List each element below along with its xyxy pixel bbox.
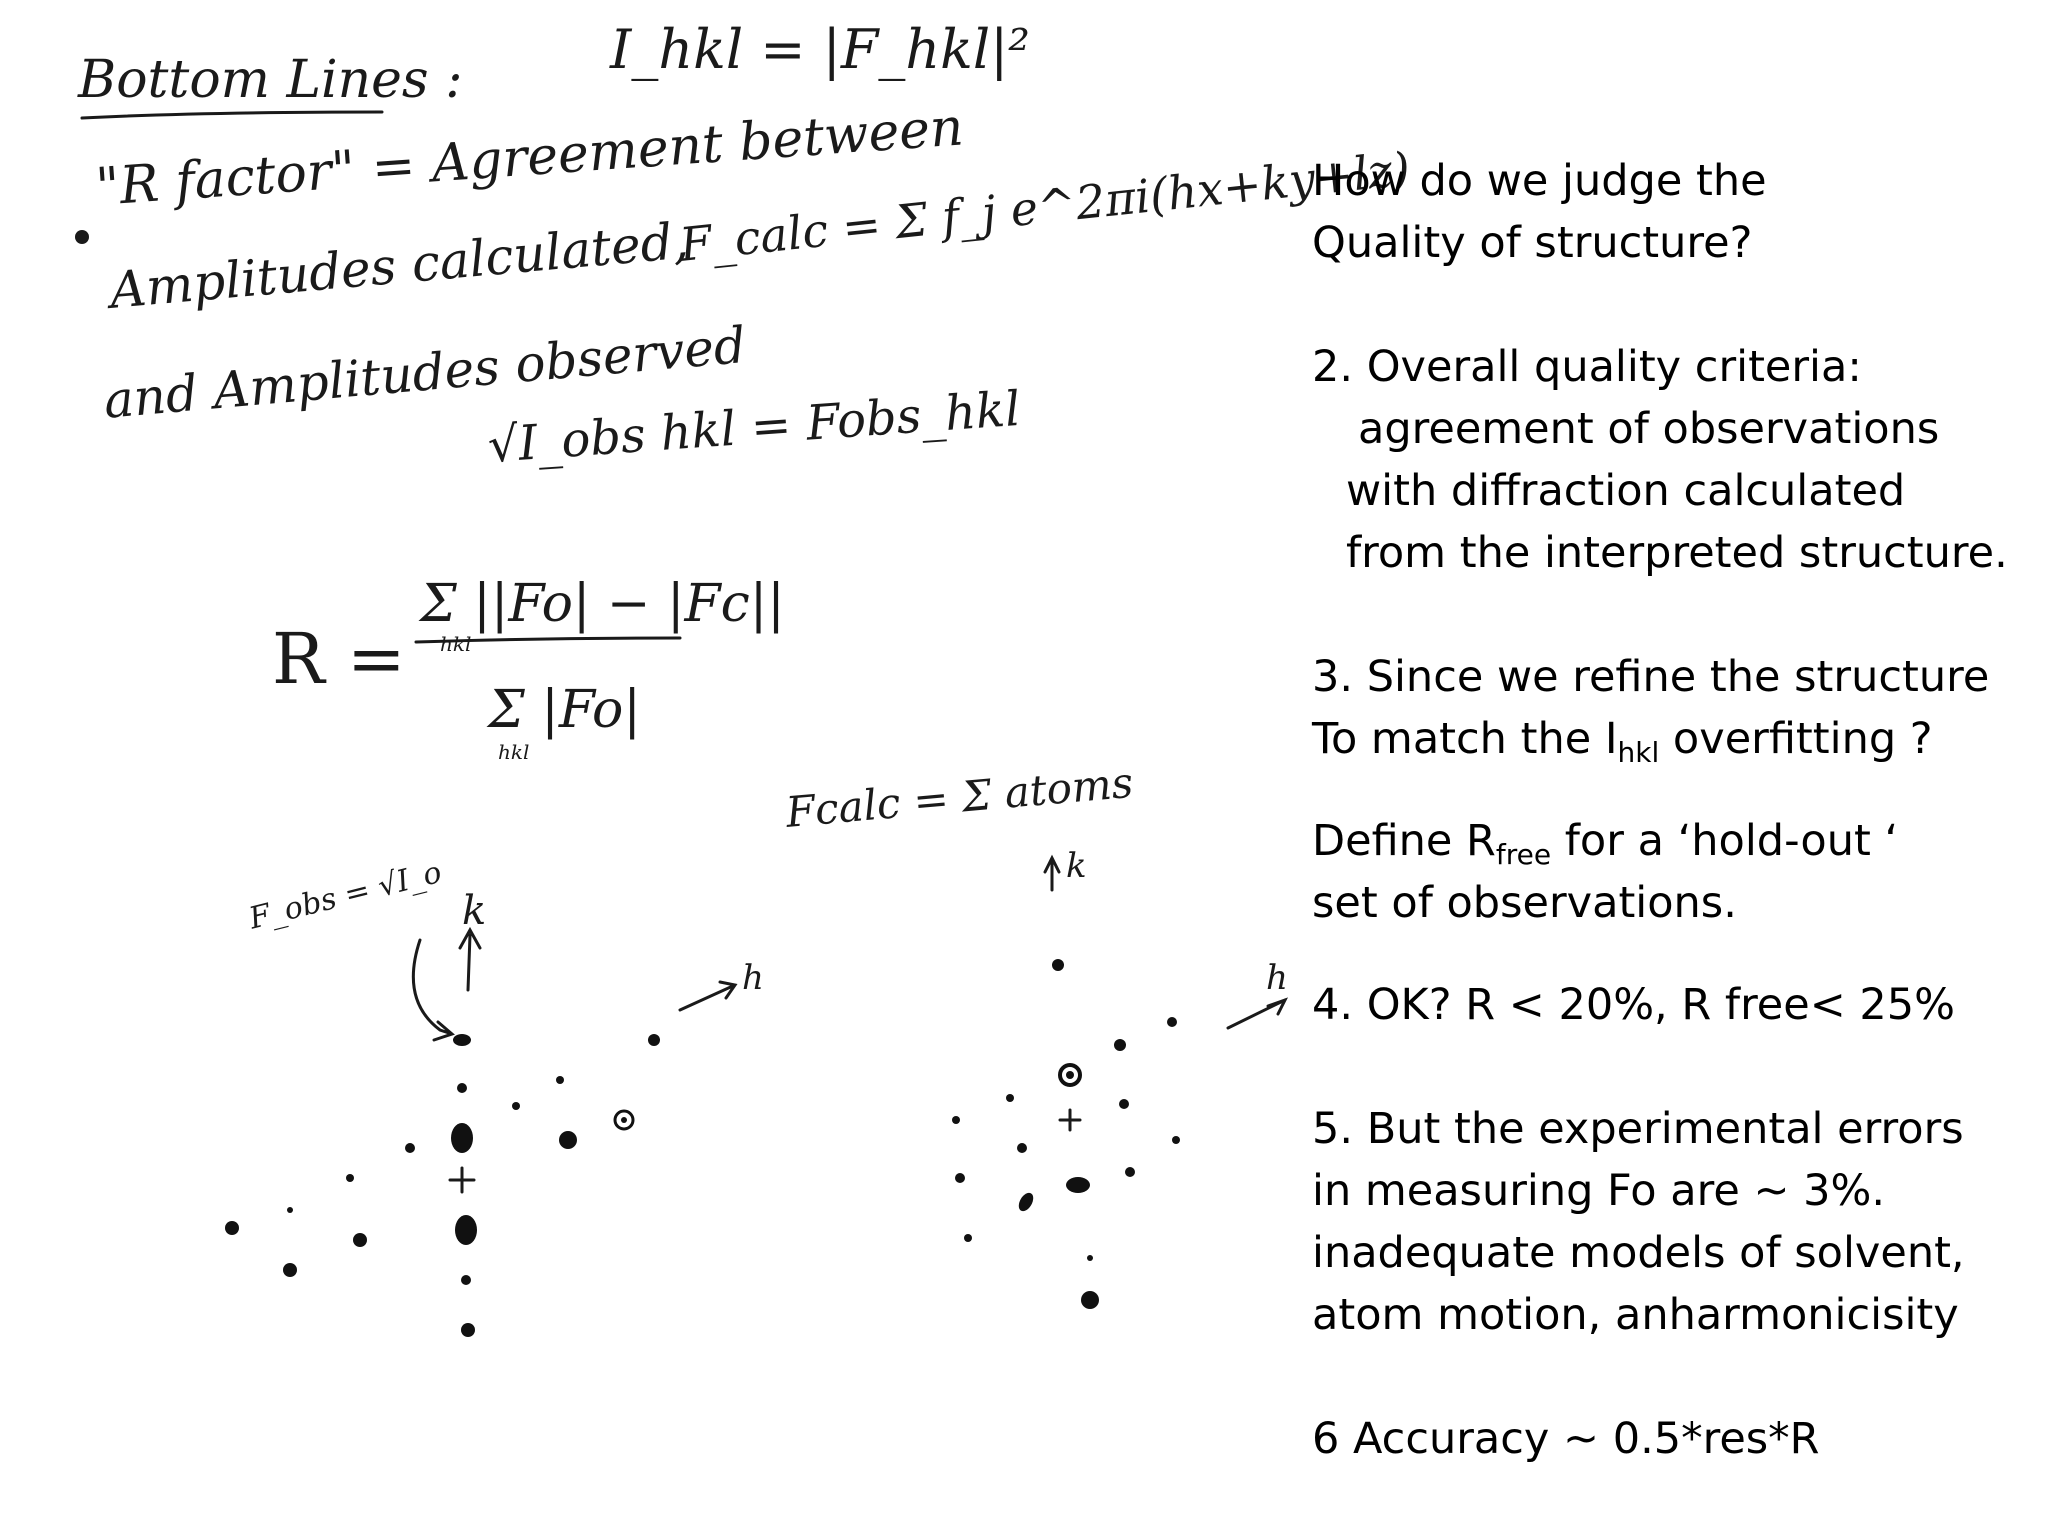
- left-h-label: h: [742, 958, 764, 998]
- question-line-1: How do we judge the: [1312, 156, 1767, 206]
- point-2-line-1: 2. Overall quality criteria:: [1312, 342, 1862, 392]
- point-2-line-2: agreement of observations: [1358, 404, 1940, 454]
- point-2-line-4: from the interpreted structure.: [1346, 528, 2008, 578]
- r-numerator: Σ ||Fo| − |Fc||: [420, 574, 785, 634]
- point-5-line-4: atom motion, anharmonicisity: [1312, 1290, 1959, 1340]
- point-4: 4. OK? R < 20%, R free< 25%: [1312, 980, 1955, 1030]
- r-fraction-bar: [416, 638, 680, 642]
- point-3-line-2: To match the $I_{hkl}$ overfitting ?: [1312, 714, 1933, 769]
- point-5-line-2: in measuring Fo are ~ 3%.: [1312, 1166, 1886, 1216]
- pointer-arrow: [413, 940, 452, 1040]
- fobs-equation: √I_obs hkl = Fobs_hkl: [486, 380, 1023, 474]
- r-label: R =: [272, 618, 406, 700]
- r-denominator: Σ |Fo|: [488, 680, 641, 740]
- left-h-arrow: [680, 982, 735, 1010]
- left-k-arrow: [460, 930, 480, 990]
- right-k-arrow: [1045, 858, 1059, 890]
- point-6: 6 Accuracy ~ 0.5*res*R: [1312, 1414, 1820, 1464]
- right-diffraction-spots: [952, 959, 1180, 1309]
- rfactor-definition-line-3: and Amplitudes observed: [101, 315, 749, 430]
- point-3-line-1: 3. Since we refine the structure: [1312, 652, 1990, 702]
- rfactor-definition-line-1: "R factor" = Agreement between: [93, 97, 966, 218]
- left-diffraction-spots: [225, 1034, 660, 1337]
- fcalc-atoms-label: Fcalc = Σ atoms: [783, 757, 1135, 837]
- heading-underline: [82, 112, 382, 118]
- r-numerator-sum-index: hkl: [440, 632, 472, 656]
- define-rfree-line-1: Define $R_{free}$ for a ‘hold-out ‘: [1312, 816, 1899, 871]
- define-rfree-line-2: set of observations.: [1312, 878, 1737, 928]
- point-5-line-3: inadequate models of solvent,: [1312, 1228, 1965, 1278]
- fcalc-equation: F_calc = Σ f_j e^2πi(hx+ky+lz): [677, 141, 1413, 272]
- notes-panel: [1312, 150, 2032, 1470]
- intensity-equation: I_hkl = |F_hkl|²: [610, 18, 1030, 81]
- r-denominator-sum-index: hkl: [498, 740, 530, 764]
- right-h-arrow: [1228, 1000, 1285, 1028]
- fobs-label: F_obs = √I_o: [245, 854, 446, 937]
- left-k-label: k: [462, 888, 487, 934]
- rfactor-definition-line-2: Amplitudes calculated,: [107, 211, 691, 320]
- point-2-line-3: with diffraction calculated: [1346, 466, 1906, 516]
- question-line-2: Quality of structure?: [1312, 218, 1753, 268]
- heading: Bottom Lines :: [78, 50, 463, 110]
- right-k-label: k: [1066, 846, 1087, 886]
- point-5-line-1: 5. But the experimental errors: [1312, 1104, 1964, 1154]
- right-h-label: h: [1266, 958, 1288, 998]
